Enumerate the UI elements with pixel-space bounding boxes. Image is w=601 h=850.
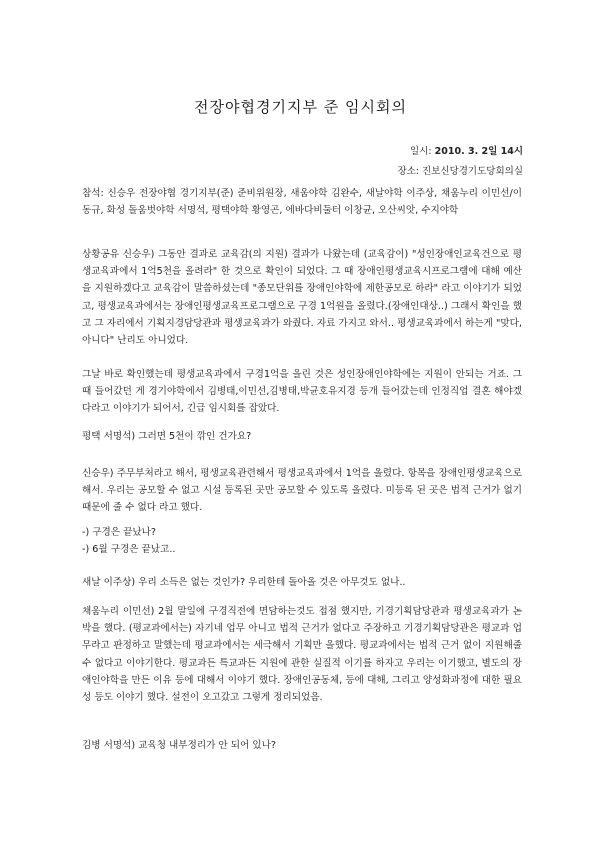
paragraph-status-sharing: 상황공유 신승우) 그동안 결과로 교육감(의 지원) 결과가 나왔는데 (교육감이) "성인장애인교육건으로 평생교육과에서 1억5천을 올려라" 한 것으로 확인이 되었다. 그 때 장애인평생교육시프로그램에 대해 예산을 지원하겠다고 교육감이 말씀하셨는데 "종모단위를 장애인야학에 제한공모로 하라" 라고 이야기가 되었고, 평생교육과에서는 장애인평생교육프로그램으로 구경 1억원을 올렸다.(장애인대상..) 그래서 확인을 했고 그 자리에서 기획지경담당관과 평생교육과가 와줬다. 자료 가지고 와서.. 평생교육과에서 하는게 "맞다, 아니다" 난리도 아니었다. bbox=[82, 249, 522, 347]
paragraph-question-education-office: 김병 서명석) 교육청 내부정리가 안 되어 있나? bbox=[82, 740, 276, 751]
answer-block bbox=[82, 465, 522, 517]
report-block bbox=[82, 603, 522, 706]
follow-up-block bbox=[82, 366, 522, 418]
question-block-2 bbox=[82, 574, 522, 591]
place-label: 장소: bbox=[397, 166, 420, 177]
paragraph-follow-up: 그날 바로 확인했는데 평생교육과에서 구경1억을 올린 것은 성인장애인야학에는 지원이 안되는 거죠. 그 때 들어갔던 게 경기야학에서 김병태,이민선,김병태,박균호유지경 등개 들어갔는데 인정직업 결혼 해야겠다라고 이야기가 되어서, 긴급 임시회를 잡았다. bbox=[82, 369, 522, 415]
dialogue-line-1: -) 구경은 끝났나? bbox=[82, 527, 157, 538]
paragraph-question-saenal: 새날 이주상) 우리 소득은 없는 것인가? 우리한테 돌아올 것은 아무것도 없나.. bbox=[82, 577, 406, 588]
meta-date bbox=[223, 143, 523, 157]
place-value: 진보신당경기도당회의실 bbox=[422, 166, 523, 177]
question-block-3 bbox=[82, 737, 522, 754]
attendees-text: 참석: 신승우 전장야협 경기지부(준) 준비위원장, 새움야학 김완수, 새날야학 이주상, 채움누리 이민선/이동규, 화성 돌움벗야학 서명석, 평택야학 황영곤, 에바다비둘터 이창균, 오산씨앗, 수지야학 bbox=[82, 188, 522, 217]
question-block-1 bbox=[82, 428, 522, 445]
dialogue-block bbox=[82, 524, 522, 558]
paragraph-report-chaeumnuri: 채움누리 이민선) 2월 말일에 구경직전에 면담하는것도 접점 했지만, 기경기획담당관과 평생교육과가 논박을 했다. (평교과에서는) 자기네 업무 아니고 법적 근거가 없다고 주장하고 기경기획담당관은 평교과 업무라고 판정하고 말했는데 평교과에서는 세극해서 기획만 올했다. 평교과에서는 법적 근거 없이 지원해줄 수 없다고 이야기한다. 평교과든 특교과든 지원에 관한 실질적 이기를 하자고 우리는 이기했고, 별도의 장애인야학을 만든 이유 등에 대해서 이야기 했다. 장애인공동체, 등에 대해, 그리고 양성화과정에 대한 필요성 등도 이야기 했다. 설전이 오고갔고 그렇게 정리되었음. bbox=[82, 606, 522, 704]
date-value: 2010. 3. 2일 14시 bbox=[434, 146, 523, 157]
paragraph-question-pyeongtaek: 평택 서명석) 그러면 5천이 깎인 건가요? bbox=[82, 431, 252, 442]
attendees-block bbox=[82, 185, 522, 219]
dialogue-line-2: -) 6월 구경은 끝났고.. bbox=[82, 544, 176, 556]
date-label: 일시: bbox=[410, 146, 432, 157]
meta-place bbox=[223, 163, 523, 177]
paragraph-answer-shinseungwoo: 신승우) 주무부처라고 해서, 평생교육관련해서 평생교육과에서 1억을 올렸다. 항목을 장애인평생교육으로 해서. 우리는 공모할 수 없고 시설 등록된 곳만 공모할 수 있도록 올렸다. 미등록 된 곳은 법적 근거가 없기 때문에 줄 수 없다 라고 했다. bbox=[82, 468, 522, 514]
document-title: 전장야협경기지부 준 임시회의 bbox=[194, 98, 407, 116]
status-sharing-block bbox=[82, 246, 522, 349]
